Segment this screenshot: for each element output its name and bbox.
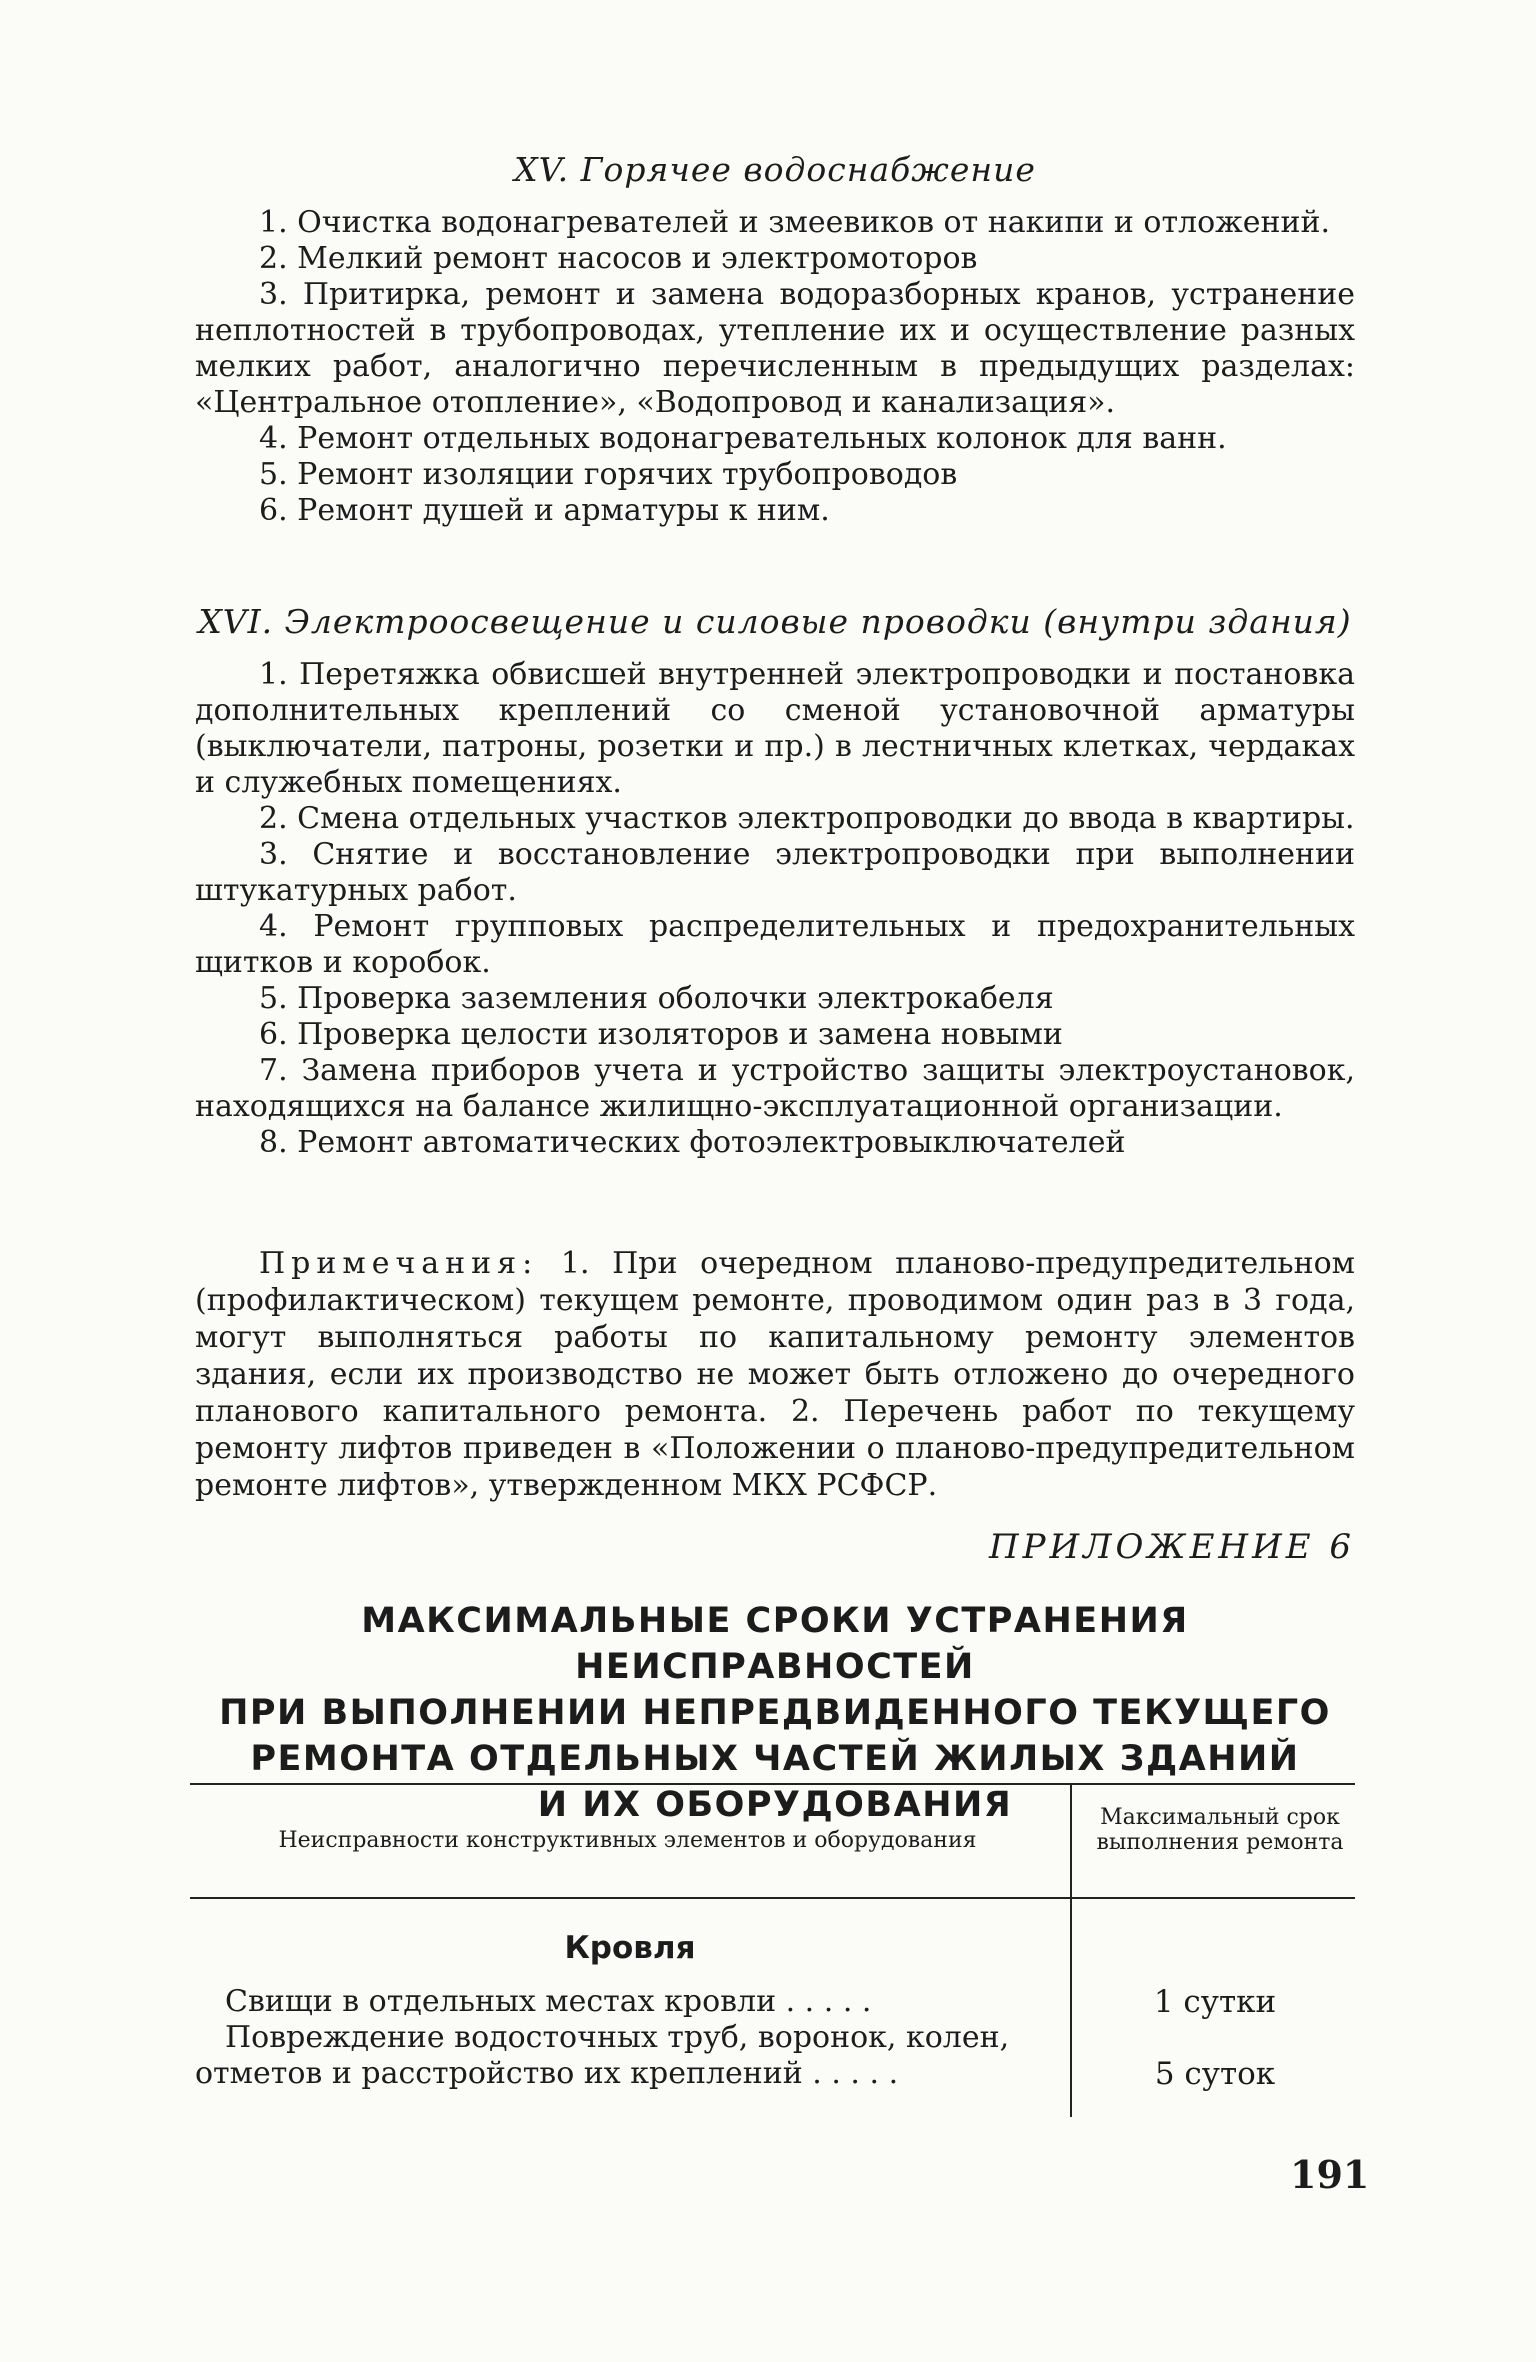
col-defects-header: Неисправности конструктивных элементов и оборудования — [278, 1828, 977, 1853]
section-15-heading: XV. Горячее водоснабжение — [514, 150, 1036, 189]
notes-paragraph — [195, 1245, 1355, 1504]
section-15-list — [195, 205, 1355, 529]
defect-text: Повреждение водосточных труб, воронок, колен, — [225, 2020, 1010, 2055]
title-line: МАКСИМАЛЬНЫЕ СРОКИ УСТРАНЕНИЯ НЕИСПРАВНОСТЕЙ — [361, 1601, 1189, 1687]
defect-text: Свищи в отдельных местах кровли . . . . . — [225, 1984, 872, 2019]
page-number: 191 — [1290, 2152, 1370, 2197]
list-item: 3. Снятие и восстановление электропроводки при выполнении штукатурных работ. — [195, 837, 1355, 908]
term-value: 5 суток — [1154, 2056, 1276, 2092]
section-16-heading: XVI. Электроосвещение и силовые проводки (внутри здания) — [198, 602, 1352, 641]
appendix-label: ПРИЛОЖЕНИЕ 6 — [988, 1527, 1355, 1567]
list-item: 6. Ремонт душей и арматуры к ним. — [259, 493, 830, 528]
list-item: 1. Очистка водонагревателей и змеевиков от накипи и отложений. — [259, 205, 1331, 240]
notes-label: Примечания: — [259, 1246, 539, 1281]
term-value: 1 сутки — [1153, 1984, 1277, 2020]
list-item: 6. Проверка целости изоляторов и замена новыми — [259, 1017, 1063, 1052]
col-term-header: Максимальный срок выполнения ремонта — [1096, 1805, 1344, 1855]
list-item: 4. Ремонт групповых распределительных и предохранительных щитков и коробок. — [195, 909, 1355, 980]
section-16-list — [195, 657, 1355, 1161]
table-header-rule — [190, 1897, 1355, 1899]
title-line: И ИХ ОБОРУДОВАНИЯ — [537, 1785, 1013, 1825]
list-item: 5. Ремонт изоляции горячих трубопроводов — [259, 457, 958, 492]
list-item: 5. Проверка заземления оболочки электрокабеля — [259, 981, 1054, 1016]
table-section-title: Кровля — [564, 1930, 696, 1966]
list-item: 7. Замена приборов учета и устройство защиты электроустановок, находящихся на балансе жилищно-эксплуатационной организации. — [195, 1053, 1355, 1124]
list-item: 4. Ремонт отдельных водонагревательных колонок для ванн. — [259, 421, 1227, 456]
list-item: 8. Ремонт автоматических фотоэлектровыключателей — [259, 1125, 1126, 1160]
list-item: 1. Перетяжка обвисшей внутренней электропроводки и постановка дополнительных креплений со сменой установочной арматуры (выключатели, патроны, розетки и пр.) в лестничных клетках, чердаках и служебных помещениях. — [195, 657, 1355, 800]
table-row — [195, 2020, 1040, 2092]
appendix-title — [195, 1598, 1355, 1828]
table-row — [195, 1984, 1040, 2020]
list-item: 2. Смена отдельных участков электропроводки до ввода в квартиры. — [259, 801, 1355, 836]
table-body-divider — [1070, 1899, 1072, 2117]
defect-text: отметов и расстройство их креплений . . . . . — [195, 2056, 899, 2091]
list-item: 3. Притирка, ремонт и замена водоразборных кранов, устранение неплотностей в трубопроводах, утепление их и осуществление разных мелких работ, аналогично перечисленным в предыдущих разделах: «Центральное отопление», «Водопровод и канализация». — [195, 277, 1355, 420]
table-header-divider — [1070, 1785, 1072, 1897]
list-item: 2. Мелкий ремонт насосов и электромоторов — [259, 241, 978, 276]
table-top-rule — [190, 1783, 1355, 1785]
notes-text: 1. При очередном планово-предупредительном (профилактическом) текущем ремонте, проводимом один раз в 3 года, могут выполняться работы по капитальному ремонту элементов здания, если их производство не может быть отложено до очередного планового капитального ремонта. 2. Перечень работ по текущему ремонту лифтов приведен в «Положении о планово-предупредительном ремонте лифтов», утвержденном МКХ РСФСР. — [195, 1246, 1355, 1503]
title-line: ПРИ ВЫПОЛНЕНИИ НЕПРЕДВИДЕННОГО ТЕКУЩЕГО — [219, 1693, 1331, 1733]
title-line: РЕМОНТА ОТДЕЛЬНЫХ ЧАСТЕЙ ЖИЛЫХ ЗДАНИЙ — [250, 1739, 1300, 1779]
